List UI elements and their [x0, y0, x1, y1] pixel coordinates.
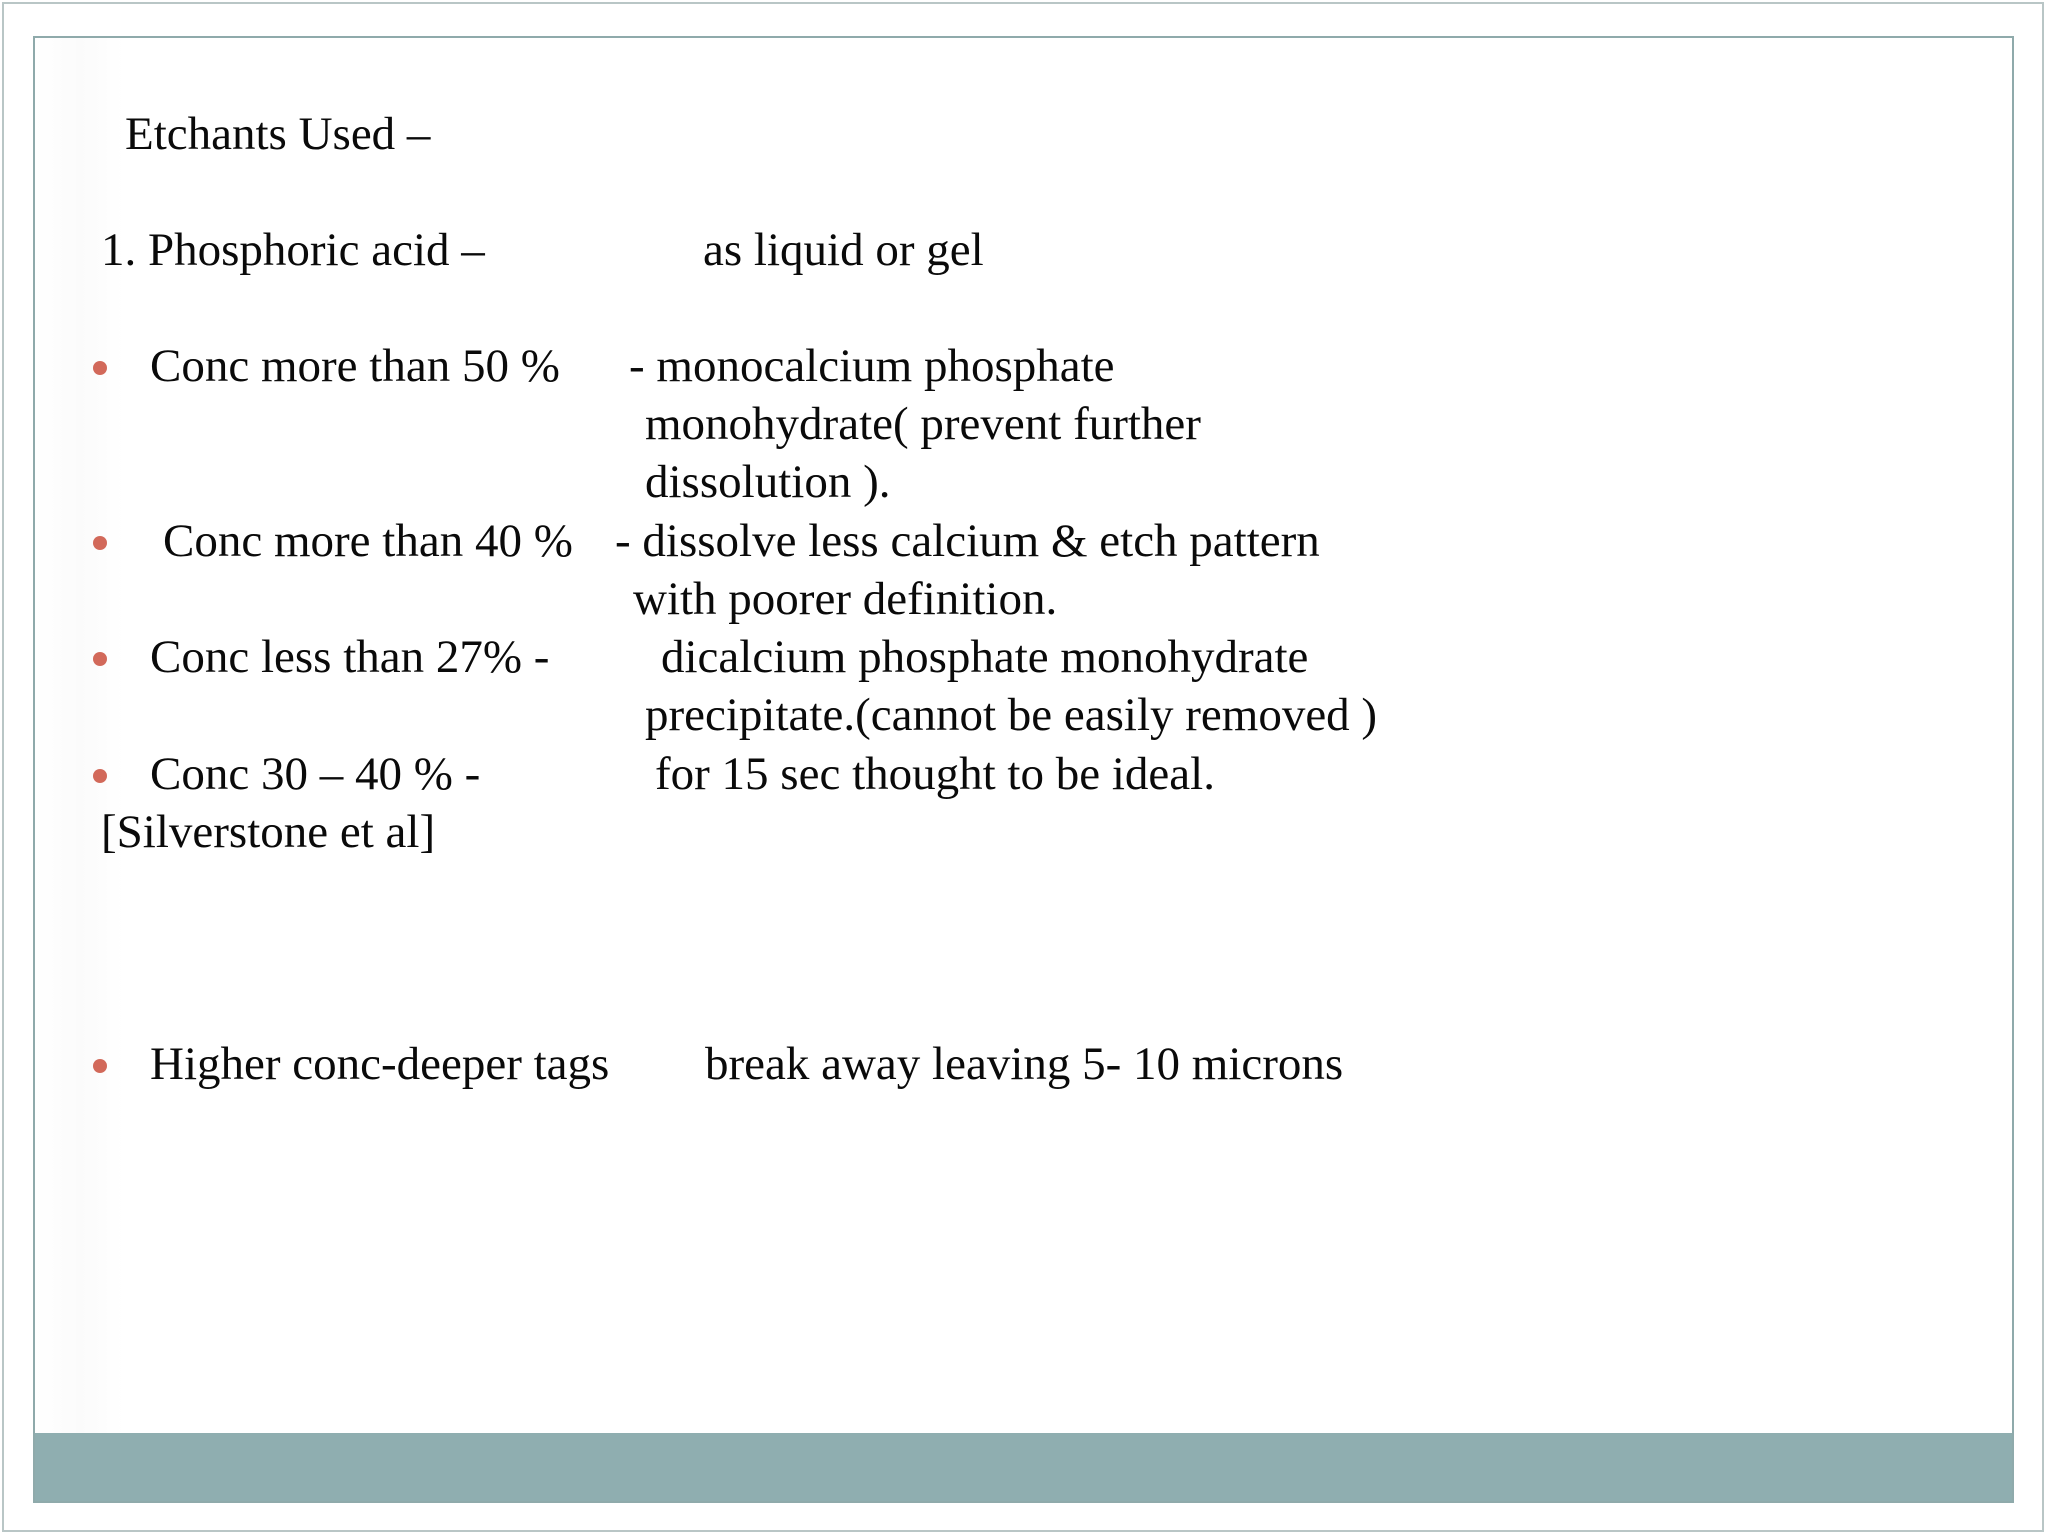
- bullet-5-text: break away leaving 5- 10 microns: [705, 1038, 1344, 1090]
- bullet-dot-1: [93, 361, 107, 375]
- bullet-2-label: Conc more than 40 %: [163, 515, 573, 567]
- bullet-1-line-2: monohydrate( prevent further: [645, 398, 1201, 450]
- bullet-dot-4: [93, 769, 107, 783]
- bullet-1-line-1: - monocalcium phosphate: [629, 340, 1115, 392]
- slide-frame: [33, 36, 2014, 1503]
- bullet-5-label: Higher conc-deeper tags: [150, 1038, 610, 1090]
- bullet-3-label: Conc less than 27% -: [150, 631, 550, 683]
- footer-bar: [35, 1433, 2012, 1501]
- bullet-1-label: Conc more than 50 %: [150, 340, 560, 392]
- bullet-dot-2: [93, 536, 107, 550]
- bullet-dot-5: [93, 1059, 107, 1073]
- bullet-1-line-3: dissolution ).: [645, 456, 891, 508]
- bullet-dot-3: [93, 652, 107, 666]
- heading-note: as liquid or gel: [703, 224, 984, 276]
- bullet-4-line-1: for 15 sec thought to be ideal.: [655, 748, 1215, 800]
- bullet-3-line-1: dicalcium phosphate monohydrate: [661, 631, 1309, 683]
- bullet-2-line-2: with poorer definition.: [633, 573, 1058, 625]
- slide-title: Etchants Used –: [125, 108, 431, 160]
- heading-item: 1. Phosphoric acid –: [101, 224, 485, 276]
- bullet-4-label: Conc 30 – 40 % -: [150, 748, 481, 800]
- bullet-3-line-2: precipitate.(cannot be easily removed ): [645, 689, 1378, 741]
- citation: [Silverstone et al]: [101, 806, 436, 858]
- bullet-2-line-1: - dissolve less calcium & etch pattern: [615, 515, 1320, 567]
